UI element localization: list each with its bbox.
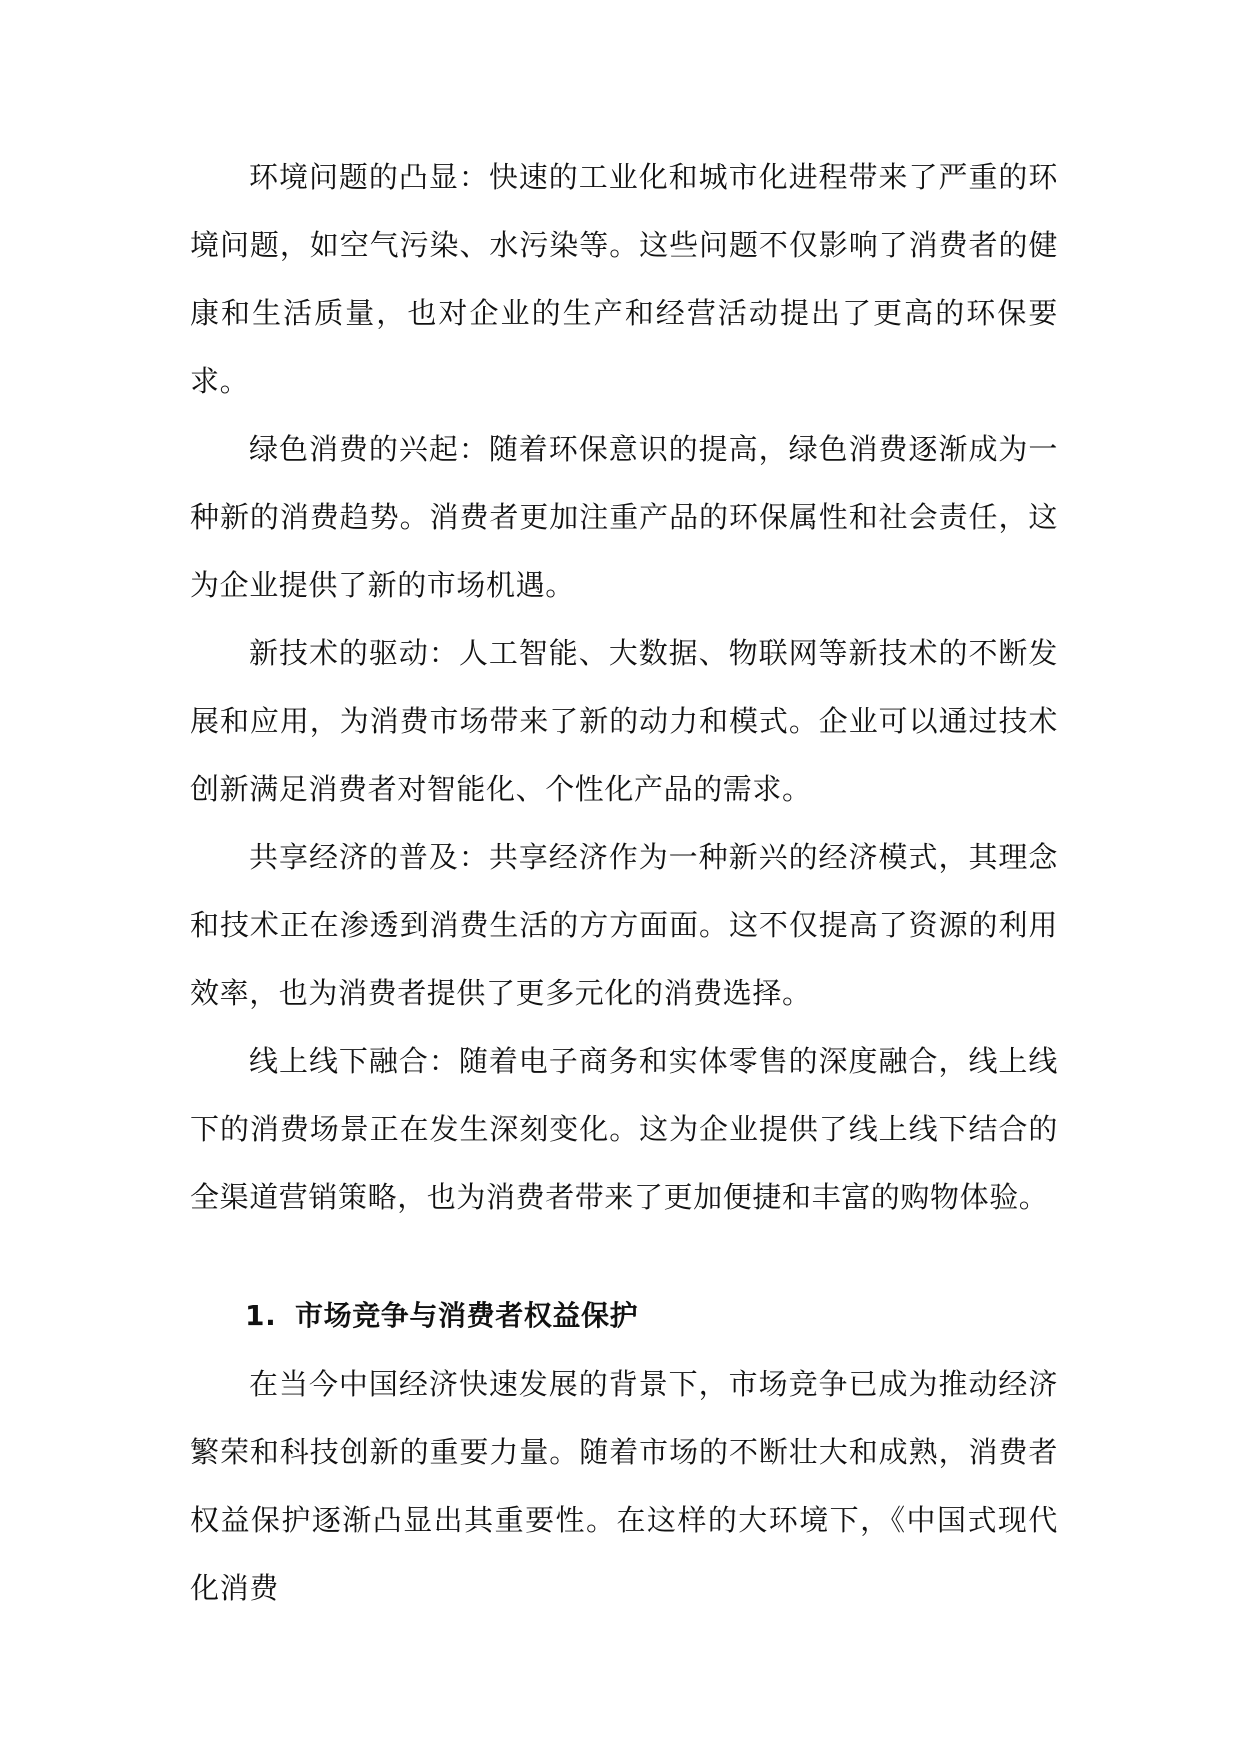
paragraph-market-competition: 在当今中国经济快速发展的背景下，市场竞争已成为推动经济繁荣和科技创新的重要力量。随着市场的不断壮大和成熟，消费者权益保护逐渐凸显出其重要性。在这样的大环境下，《中国式现代化消费 (190, 1367, 1058, 1605)
paragraph-new-technology: 新技术的驱动：人工智能、大数据、物联网等新技术的不断发展和应用，为消费市场带来了新的动力和模式。企业可以通过技术创新满足消费者对智能化、个性化产品的需求。 (190, 636, 1058, 806)
paragraph-sharing-economy: 共享经济的普及：共享经济作为一种新兴的经济模式，其理念和技术正在渗透到消费生活的方方面面。这不仅提高了资源的利用效率，也为消费者提供了更多元化的消费选择。 (190, 840, 1058, 1010)
paragraph-green-consumption: 绿色消费的兴起：随着环保意识的提高，绿色消费逐渐成为一种新的消费趋势。消费者更加注重产品的环保属性和社会责任，这为企业提供了新的市场机遇。 (190, 432, 1058, 602)
page-content (190, 143, 1058, 1622)
section-number: 1. (245, 1299, 277, 1332)
section-heading (190, 1282, 1058, 1350)
paragraph-online-offline: 线上线下融合：随着电子商务和实体零售的深度融合，线上线下的消费场景正在发生深刻变化。这为企业提供了线上线下结合的全渠道营销策略，也为消费者带来了更加便捷和丰富的购物体验。 (190, 1044, 1058, 1214)
paragraph-environment: 环境问题的凸显：快速的工业化和城市化进程带来了严重的环境问题，如空气污染、水污染等。这些问题不仅影响了消费者的健康和生活质量，也对企业的生产和经营活动提出了更高的环保要求。 (190, 160, 1058, 398)
section-title: 市场竞争与消费者权益保护 (295, 1299, 639, 1332)
